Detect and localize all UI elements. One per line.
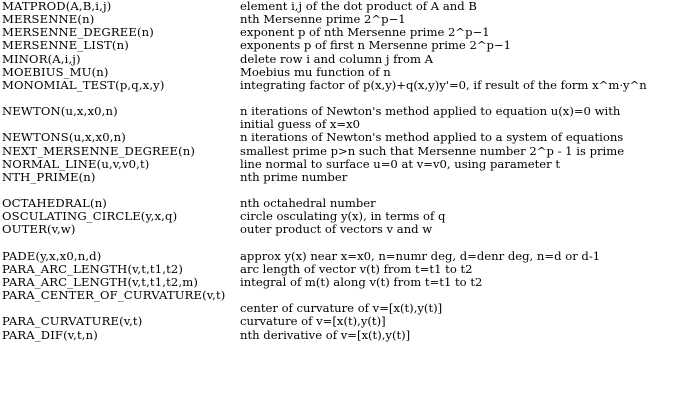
function-description: initial guess of x=x0	[240, 117, 361, 132]
entry-line	[0, 250, 690, 263]
function-description: center of curvature of v=[x(t),y(t)]	[240, 301, 443, 316]
function-description: exponents p of first n Mersenne prime 2^p−1	[240, 38, 512, 53]
function-entry	[0, 289, 690, 315]
function-description: Moebius mu function of n	[240, 64, 391, 79]
function-signature: PARA_DIF(v,t,n)	[2, 327, 98, 342]
entry-line	[0, 145, 690, 158]
function-entry	[0, 315, 690, 328]
function-description: exponent p of nth Mersenne prime 2^p−1	[240, 25, 490, 40]
function-description: integral of m(t) along v(t) from t=t1 to t2	[240, 274, 483, 289]
function-description: integrating factor of p(x,y)+q(x,y)y'=0, if result of the form x^m·y^n	[240, 77, 647, 92]
function-description: n iterations of Newton's method applied to a system of equations	[240, 130, 624, 145]
function-description: approx y(x) near x=x0, n=numr deg, d=denr deg, n=d or d-1	[240, 248, 601, 263]
function-entry	[0, 66, 690, 79]
function-description: circle osculating y(x), in terms of q	[240, 209, 446, 224]
function-signature: MERSENNE_LIST(n)	[2, 38, 129, 53]
function-description: arc length of vector v(t) from t=t1 to t2	[240, 261, 473, 276]
entry-line	[0, 66, 690, 79]
entry-line	[0, 39, 690, 52]
function-signature: NEXT_MERSENNE_DEGREE(n)	[2, 143, 196, 158]
function-entry	[0, 79, 690, 92]
function-signature: MATPROD(A,B,i,j)	[2, 0, 112, 13]
function-entry	[0, 171, 690, 184]
function-signature: PARA_CURVATURE(v,t)	[2, 314, 143, 329]
entry-line	[0, 315, 690, 328]
section	[0, 0, 690, 92]
entry-line	[0, 79, 690, 92]
function-description: curvature of v=[x(t),y(t)]	[240, 314, 386, 329]
entry-line	[0, 329, 690, 342]
function-signature: PARA_ARC_LENGTH(v,t,t1,t2,m)	[2, 274, 199, 289]
function-entry	[0, 39, 690, 52]
function-description: line normal to surface u=0 at v=v0, using parameter t	[240, 156, 561, 171]
function-signature: PARA_ARC_LENGTH(v,t,t1,t2)	[2, 261, 184, 276]
function-description: n iterations of Newton's method applied to equation u(x)=0 with	[240, 104, 621, 119]
entry-line	[0, 171, 690, 184]
function-signature: MOEBIUS_MU(n)	[2, 64, 109, 79]
function-description: smallest prime p>n such that Mersenne number 2^p - 1 is prime	[240, 143, 625, 158]
function-description: outer product of vectors v and w	[240, 222, 433, 237]
function-signature: MERSENNE(n)	[2, 12, 95, 27]
function-signature: OUTER(v,w)	[2, 222, 76, 237]
function-entry	[0, 131, 690, 144]
function-entry	[0, 158, 690, 171]
function-signature: OSCULATING_CIRCLE(y,x,q)	[2, 209, 178, 224]
section	[0, 250, 690, 342]
function-signature: NTH_PRIME(n)	[2, 169, 96, 184]
function-description: nth derivative of v=[x(t),y(t)]	[240, 327, 411, 342]
function-description: nth octahedral number	[240, 196, 376, 211]
section	[0, 105, 690, 184]
entry-line	[0, 223, 690, 236]
entry-line	[0, 53, 690, 66]
function-signature: MONOMIAL_TEST(p,q,x,y)	[2, 77, 165, 92]
section-spacer	[0, 237, 690, 250]
function-entry	[0, 105, 690, 131]
function-entry	[0, 263, 690, 276]
function-entry	[0, 145, 690, 158]
function-signature: PARA_CENTER_OF_CURVATURE(v,t)	[2, 288, 226, 303]
function-signature: NEWTON(u,x,x0,n)	[2, 104, 118, 119]
entry-line	[0, 131, 690, 144]
function-signature: PADE(y,x,x0,n,d)	[2, 248, 102, 263]
function-entry	[0, 53, 690, 66]
function-signature: MINOR(A,i,j)	[2, 51, 81, 66]
function-description: nth prime number	[240, 169, 348, 184]
function-entry	[0, 223, 690, 236]
function-description: delete row i and column j from A	[240, 51, 434, 66]
function-description: nth Mersenne prime 2^p−1	[240, 12, 406, 27]
function-signature: OCTAHEDRAL(n)	[2, 196, 107, 211]
function-entry	[0, 329, 690, 342]
function-description: element i,j of the dot product of A and B	[240, 0, 477, 13]
function-signature: NEWTONS(u,x,x0,n)	[2, 130, 126, 145]
entry-line	[0, 158, 690, 171]
function-signature: NORMAL_LINE(u,v,v0,t)	[2, 156, 150, 171]
function-entry	[0, 250, 690, 263]
section	[0, 197, 690, 236]
function-signature: MERSENNE_DEGREE(n)	[2, 25, 154, 40]
entry-line	[0, 263, 690, 276]
